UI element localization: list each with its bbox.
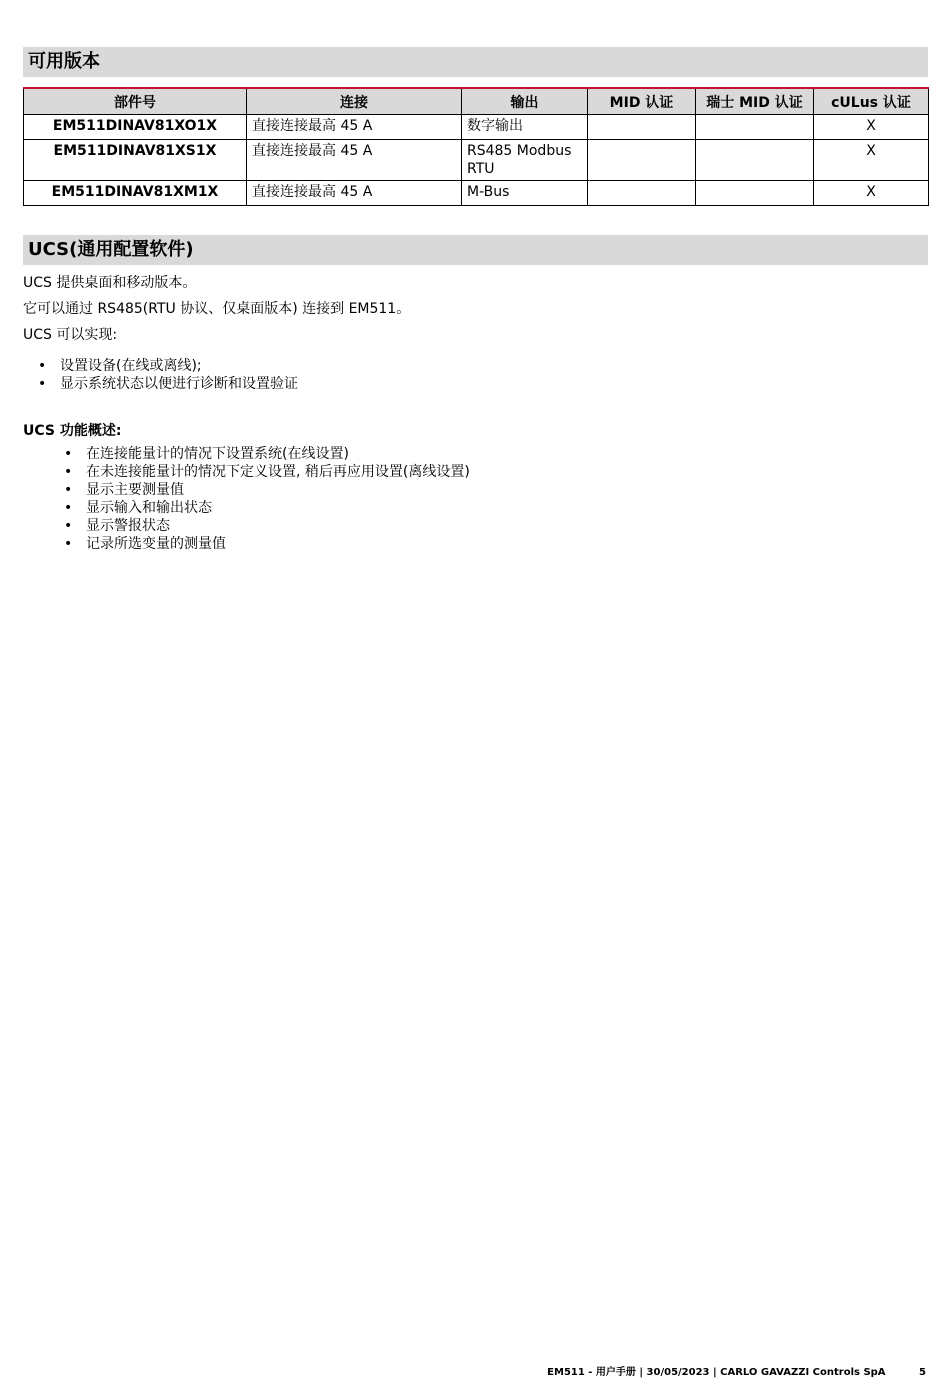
ucs-features-title: UCS 功能概述:: [23, 423, 122, 439]
mid-cell: [588, 140, 696, 181]
culus-cell: X: [814, 140, 929, 181]
table-row: [24, 140, 929, 181]
swiss-mid-cell: [696, 181, 814, 206]
section-title-ucs: UCS(通用配置软件): [23, 235, 928, 265]
output-cell: RS485 Modbus RTU: [462, 140, 588, 181]
ucs-capability-paragraph: UCS 可以实现:: [23, 327, 118, 343]
swiss-mid-cell: [696, 140, 814, 181]
ucs-capability-list: [38, 357, 298, 393]
ucs-features-list: [64, 445, 470, 553]
ucs-connection-paragraph: 它可以通过 RS485(RTU 协议、仅桌面版本) 连接到 EM511。: [23, 301, 411, 317]
mid-cell: [588, 181, 696, 206]
table-row: [24, 181, 929, 206]
footer-text: EM511 - 用户手册 | 30/05/2023 | CARLO GAVAZZI Controls SpA: [547, 1367, 886, 1378]
column-header: 输出: [462, 88, 588, 115]
table-row: [24, 115, 929, 140]
list-item: • 设置设备(在线或离线);: [38, 357, 298, 375]
list-item: • 在未连接能量计的情况下定义设置, 稍后再应用设置(离线设置): [64, 463, 470, 481]
section-title-versions: 可用版本: [23, 47, 928, 77]
column-header: cULus 认证: [814, 88, 929, 115]
column-header: 连接: [247, 88, 462, 115]
swiss-mid-cell: [696, 115, 814, 140]
culus-cell: X: [814, 181, 929, 206]
list-item: • 在连接能量计的情况下设置系统(在线设置): [64, 445, 470, 463]
list-item: • 显示警报状态: [64, 517, 470, 535]
output-cell: M-Bus: [462, 181, 588, 206]
ucs-intro-paragraph: UCS 提供桌面和移动版本。: [23, 275, 197, 291]
table-header-row: [24, 88, 929, 115]
connection-cell: 直接连接最高 45 A: [247, 115, 462, 140]
connection-cell: 直接连接最高 45 A: [247, 140, 462, 181]
part-number-cell: EM511DINAV81XM1X: [24, 181, 247, 206]
versions-table: [23, 87, 929, 206]
culus-cell: X: [814, 115, 929, 140]
list-item: • 记录所选变量的测量值: [64, 535, 470, 553]
page-number: 5: [919, 1367, 926, 1378]
column-header: MID 认证: [588, 88, 696, 115]
part-number-cell: EM511DINAV81XS1X: [24, 140, 247, 181]
page-footer: [547, 1363, 926, 1378]
part-number-cell: EM511DINAV81XO1X: [24, 115, 247, 140]
list-item: • 显示主要测量值: [64, 481, 470, 499]
list-item: • 显示系统状态以便进行诊断和设置验证: [38, 375, 298, 393]
list-item: • 显示输入和输出状态: [64, 499, 470, 517]
connection-cell: 直接连接最高 45 A: [247, 181, 462, 206]
column-header: 部件号: [24, 88, 247, 115]
mid-cell: [588, 115, 696, 140]
column-header: 瑞士 MID 认证: [696, 88, 814, 115]
output-cell: 数字输出: [462, 115, 588, 140]
